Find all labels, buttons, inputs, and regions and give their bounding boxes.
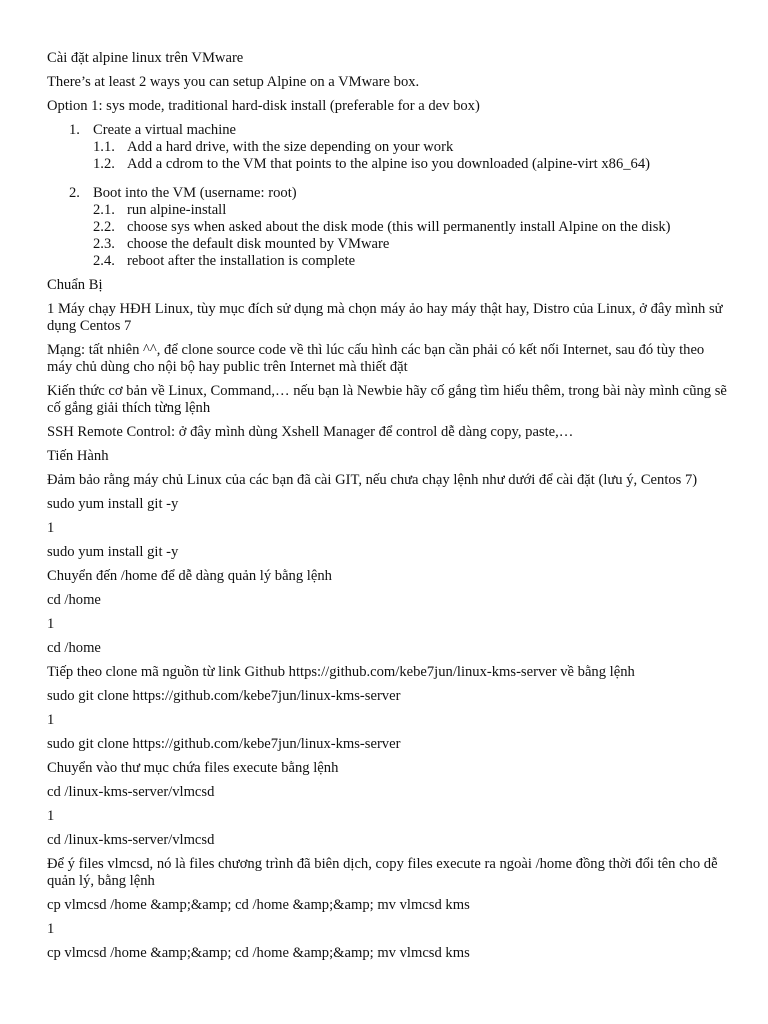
paragraph: Kiến thức cơ bản về Linux, Command,… nếu bạn là Newbie hãy cố gắng tìm hiểu thêm, trong bài này mình cũng sẽ cố gắng giải thích từng lệnh (47, 383, 731, 416)
command-line: cd /home (47, 640, 101, 656)
list-item-text: Boot into the VM (username: root) (93, 185, 297, 201)
list-number: 2. (69, 185, 80, 201)
list-number: 2.4. (93, 253, 115, 269)
command-line: sudo git clone https://github.com/kebe7jun/linux-kms-server (47, 736, 401, 752)
line-number: 1 (47, 616, 55, 632)
command-line: cp vlmcsd /home &amp;&amp; cd /home &amp;&amp; mv vlmcsd kms (47, 945, 470, 961)
list-item (47, 122, 727, 139)
list-number: 2.2. (93, 219, 115, 235)
list-number: 1.1. (93, 139, 115, 155)
command-line: sudo yum install git -y (47, 496, 179, 512)
document-page (47, 50, 731, 969)
paragraph: Tiếp theo clone mã nguồn từ link Github https://github.com/kebe7jun/linux-kms-server về bằng lệnh (47, 664, 635, 680)
list-number: 2.3. (93, 236, 115, 252)
line-number: 1 (47, 808, 55, 824)
list-item-text: Create a virtual machine (93, 122, 237, 138)
command-line: cp vlmcsd /home &amp;&amp; cd /home &amp;&amp; mv vlmcsd kms (47, 897, 470, 913)
list-item-text: run alpine-install (127, 202, 227, 218)
list-item-text: Add a cdrom to the VM that points to the alpine iso you downloaded (alpine-virt x86_64) (127, 156, 650, 172)
section-heading-chuan-bi: Chuẩn Bị (47, 277, 103, 293)
paragraph: Đảm bảo rằng máy chủ Linux của các bạn đã cài GIT, nếu chưa chạy lệnh như dưới để cài đặt (lưu ý, Centos 7) (47, 472, 698, 488)
paragraph: Mạng: tất nhiên ^^, để clone source code về thì lúc cấu hình các bạn cần phải có kết nối Internet, sau đó tùy theo máy chủ dùng cho nội bộ hay public trên Internet mà thiết đặt (47, 342, 708, 375)
line-number: 1 (47, 712, 55, 728)
sub-list (47, 139, 727, 173)
command-line: cd /linux-kms-server/vlmcsd (47, 784, 215, 800)
steps-list (47, 122, 727, 270)
list-item (47, 202, 727, 219)
paragraph: Chuyển vào thư mục chứa files execute bằng lệnh (47, 760, 339, 776)
intro-text: There’s at least 2 ways you can setup Alpine on a VMware box. (47, 74, 420, 90)
list-item-text: choose sys when asked about the disk mode (this will permanently install Alpine on the disk) (127, 219, 671, 235)
list-item-text: reboot after the installation is complete (127, 253, 356, 269)
list-item (47, 185, 727, 202)
list-item-text: Add a hard drive, with the size depending on your work (127, 139, 454, 155)
document-title: Cài đặt alpine linux trên VMware (47, 50, 244, 66)
paragraph: Chuyển đến /home để dễ dàng quản lý bằng lệnh (47, 568, 332, 584)
list-item (47, 219, 727, 236)
list-item (47, 253, 727, 270)
command-line: cd /home (47, 592, 101, 608)
line-number: 1 (47, 921, 55, 937)
list-item (47, 139, 727, 156)
paragraph: SSH Remote Control: ở đây mình dùng Xshell Manager để control dễ dàng copy, paste,… (47, 424, 574, 440)
list-item (47, 236, 727, 253)
paragraph: 1 Máy chạy HĐH Linux, tùy mục đích sử dụng mà chọn máy ảo hay máy thật hay, Distro của Linux, ở đây mình sử dụng Centos 7 (47, 301, 727, 334)
paragraph: Để ý files vlmcsd, nó là files chương trình đã biên dịch, copy files execute ra ngoài /home đồng thời đổi tên cho dễ quản lý, bằng lệnh (47, 856, 722, 889)
command-line: cd /linux-kms-server/vlmcsd (47, 832, 215, 848)
command-line: sudo yum install git -y (47, 544, 179, 560)
section-heading-tien-hanh: Tiến Hành (47, 448, 109, 464)
option-heading: Option 1: sys mode, traditional hard-disk install (preferable for a dev box) (47, 98, 480, 114)
list-item (47, 156, 727, 173)
sub-list (47, 202, 727, 270)
line-number: 1 (47, 520, 55, 536)
command-line: sudo git clone https://github.com/kebe7jun/linux-kms-server (47, 688, 401, 704)
list-item-text: choose the default disk mounted by VMware (127, 236, 390, 252)
list-number: 2.1. (93, 202, 115, 218)
list-number: 1. (69, 122, 80, 138)
list-number: 1.2. (93, 156, 115, 172)
